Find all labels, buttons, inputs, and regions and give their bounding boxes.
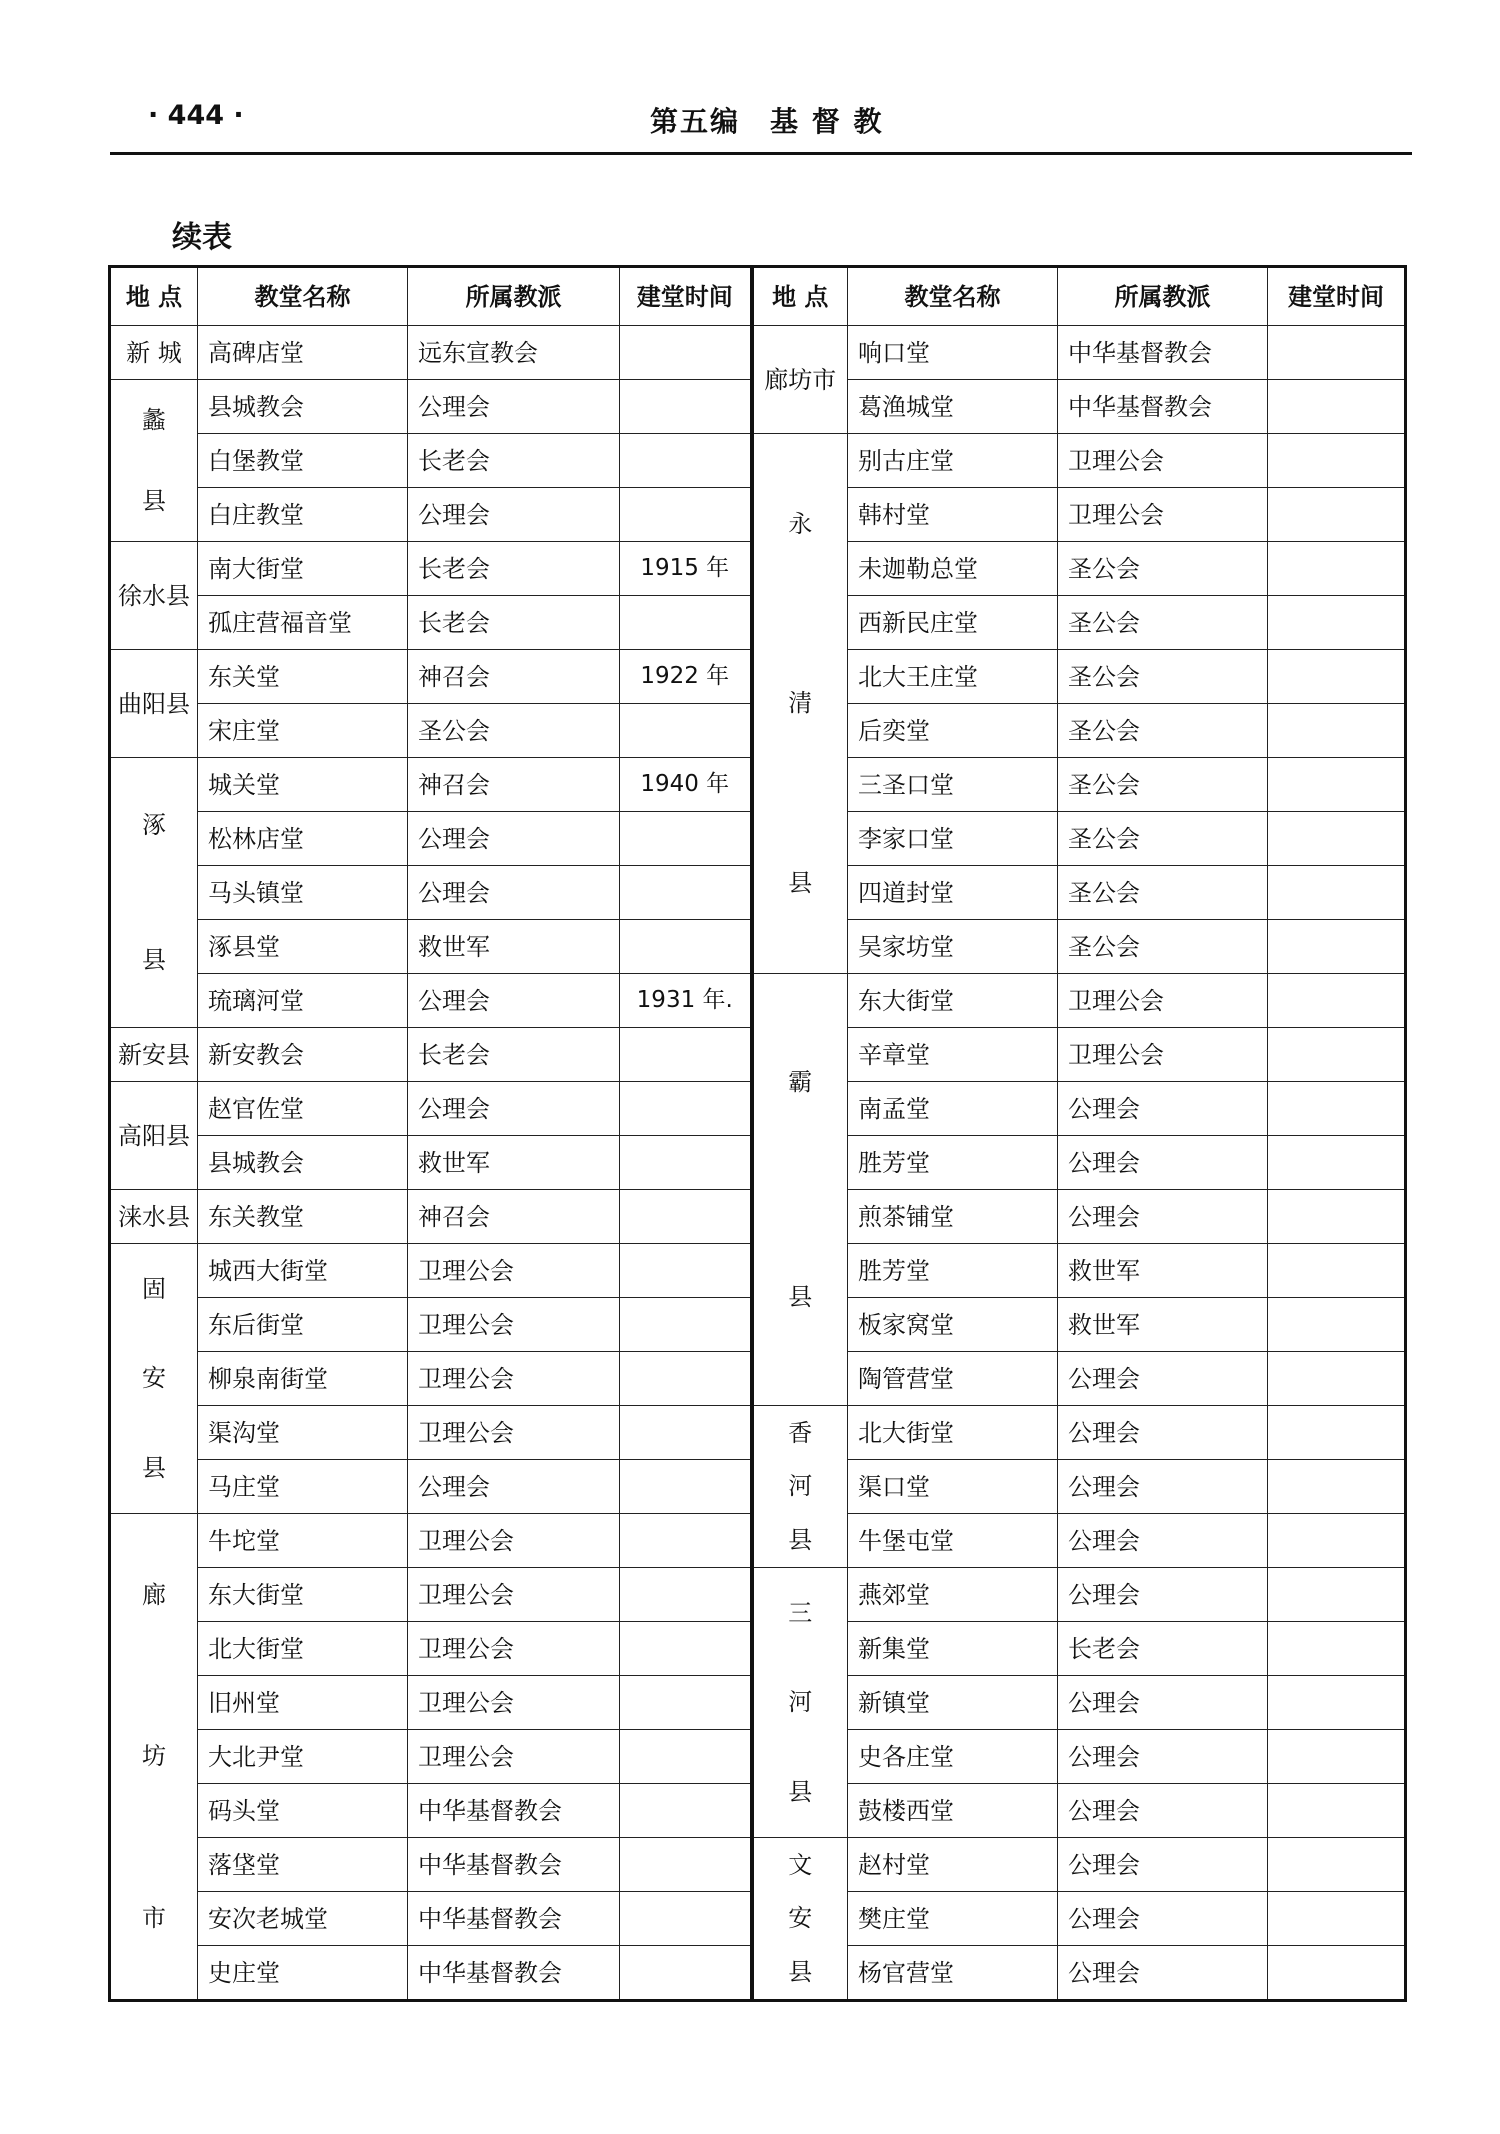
page-header bbox=[110, 100, 1412, 152]
church-name: 东关堂 bbox=[198, 650, 408, 704]
denomination: 圣公会 bbox=[1058, 920, 1268, 974]
location-cell: 廊 坊 市 bbox=[110, 1514, 198, 2001]
column-header: 所属教派 bbox=[1058, 267, 1268, 326]
denomination: 公理会 bbox=[1058, 1892, 1268, 1946]
build-year bbox=[1268, 1568, 1406, 1622]
church-name: 柳泉南街堂 bbox=[198, 1352, 408, 1406]
header-row bbox=[110, 267, 1406, 326]
build-year bbox=[620, 1298, 752, 1352]
location-cell: 三 河 县 bbox=[752, 1568, 848, 1838]
column-header: 建堂时间 bbox=[1268, 267, 1406, 326]
location-cell: 文 安 县 bbox=[752, 1838, 848, 2001]
table-row bbox=[110, 1838, 1406, 1892]
build-year bbox=[620, 920, 752, 974]
page-number: · 444 · bbox=[148, 100, 244, 131]
church-name: 史庄堂 bbox=[198, 1946, 408, 2001]
denomination: 救世军 bbox=[408, 1136, 620, 1190]
location-cell: 新 城 bbox=[110, 326, 198, 380]
build-year bbox=[620, 326, 752, 380]
church-name: 旧州堂 bbox=[198, 1676, 408, 1730]
church-name: 后奕堂 bbox=[848, 704, 1058, 758]
build-year bbox=[1268, 380, 1406, 434]
church-name: 安次老城堂 bbox=[198, 1892, 408, 1946]
denomination: 圣公会 bbox=[408, 704, 620, 758]
table-row bbox=[110, 326, 1406, 380]
denomination: 中华基督教会 bbox=[408, 1784, 620, 1838]
church-name: 白堡教堂 bbox=[198, 434, 408, 488]
build-year bbox=[1268, 1676, 1406, 1730]
denomination: 公理会 bbox=[1058, 1460, 1268, 1514]
build-year bbox=[1268, 758, 1406, 812]
denomination: 公理会 bbox=[1058, 1946, 1268, 2001]
church-name: 辛章堂 bbox=[848, 1028, 1058, 1082]
church-name: 煎茶铺堂 bbox=[848, 1190, 1058, 1244]
denomination: 卫理公会 bbox=[408, 1514, 620, 1568]
church-name: 琉璃河堂 bbox=[198, 974, 408, 1028]
church-name: 南孟堂 bbox=[848, 1082, 1058, 1136]
church-name: 渠沟堂 bbox=[198, 1406, 408, 1460]
build-year bbox=[620, 704, 752, 758]
denomination: 神召会 bbox=[408, 758, 620, 812]
denomination: 公理会 bbox=[408, 1082, 620, 1136]
denomination: 公理会 bbox=[1058, 1082, 1268, 1136]
church-name: 鼓楼西堂 bbox=[848, 1784, 1058, 1838]
location-cell: 永 清 县 bbox=[752, 434, 848, 974]
denomination: 神召会 bbox=[408, 650, 620, 704]
location-cell: 香 河 县 bbox=[752, 1406, 848, 1568]
build-year bbox=[620, 1028, 752, 1082]
column-header: 地 点 bbox=[752, 267, 848, 326]
build-year bbox=[620, 1136, 752, 1190]
build-year bbox=[620, 1676, 752, 1730]
build-year bbox=[1268, 542, 1406, 596]
build-year bbox=[1268, 866, 1406, 920]
church-name: 杨官营堂 bbox=[848, 1946, 1058, 2001]
column-header: 教堂名称 bbox=[848, 267, 1058, 326]
church-name: 李家口堂 bbox=[848, 812, 1058, 866]
build-year bbox=[1268, 1838, 1406, 1892]
church-name: 落垡堂 bbox=[198, 1838, 408, 1892]
build-year bbox=[1268, 920, 1406, 974]
build-year bbox=[1268, 1730, 1406, 1784]
church-name: 县城教会 bbox=[198, 380, 408, 434]
denomination: 圣公会 bbox=[1058, 596, 1268, 650]
denomination: 中华基督教会 bbox=[408, 1946, 620, 2001]
location-cell: 涿 县 bbox=[110, 758, 198, 1028]
denomination: 远东宣教会 bbox=[408, 326, 620, 380]
denomination: 卫理公会 bbox=[1058, 488, 1268, 542]
church-name: 新集堂 bbox=[848, 1622, 1058, 1676]
denomination: 中华基督教会 bbox=[408, 1838, 620, 1892]
build-year bbox=[1268, 1622, 1406, 1676]
denomination: 公理会 bbox=[1058, 1568, 1268, 1622]
church-name: 响口堂 bbox=[848, 326, 1058, 380]
table-row bbox=[110, 1568, 1406, 1622]
build-year bbox=[620, 1460, 752, 1514]
church-name: 胜芳堂 bbox=[848, 1136, 1058, 1190]
build-year bbox=[1268, 974, 1406, 1028]
build-year bbox=[1268, 1136, 1406, 1190]
church-name: 孤庄营福音堂 bbox=[198, 596, 408, 650]
table-row bbox=[110, 1406, 1406, 1460]
denomination: 中华基督教会 bbox=[408, 1892, 620, 1946]
denomination: 中华基督教会 bbox=[1058, 326, 1268, 380]
location-cell: 高阳县 bbox=[110, 1082, 198, 1190]
denomination: 卫理公会 bbox=[1058, 434, 1268, 488]
column-header: 所属教派 bbox=[408, 267, 620, 326]
church-name: 四道封堂 bbox=[848, 866, 1058, 920]
build-year bbox=[620, 1892, 752, 1946]
denomination: 圣公会 bbox=[1058, 542, 1268, 596]
church-table bbox=[108, 265, 1407, 2002]
build-year bbox=[1268, 704, 1406, 758]
build-year bbox=[1268, 1784, 1406, 1838]
church-name: 松林店堂 bbox=[198, 812, 408, 866]
denomination: 卫理公会 bbox=[408, 1298, 620, 1352]
location-cell: 霸 县 bbox=[752, 974, 848, 1406]
church-name: 北大王庄堂 bbox=[848, 650, 1058, 704]
build-year bbox=[620, 434, 752, 488]
location-cell: 徐水县 bbox=[110, 542, 198, 650]
build-year bbox=[620, 1082, 752, 1136]
denomination: 卫理公会 bbox=[1058, 974, 1268, 1028]
table-row bbox=[110, 974, 1406, 1028]
church-name: 新安教会 bbox=[198, 1028, 408, 1082]
build-year bbox=[1268, 1028, 1406, 1082]
denomination: 公理会 bbox=[1058, 1730, 1268, 1784]
church-name: 高碑店堂 bbox=[198, 326, 408, 380]
denomination: 长老会 bbox=[408, 542, 620, 596]
build-year bbox=[1268, 1514, 1406, 1568]
church-name: 牛堡屯堂 bbox=[848, 1514, 1058, 1568]
build-year bbox=[1268, 1244, 1406, 1298]
build-year bbox=[1268, 1082, 1406, 1136]
build-year bbox=[620, 1244, 752, 1298]
table-row bbox=[110, 434, 1406, 488]
column-header: 建堂时间 bbox=[620, 267, 752, 326]
build-year bbox=[620, 1622, 752, 1676]
church-name: 未迦勒总堂 bbox=[848, 542, 1058, 596]
church-name: 三圣口堂 bbox=[848, 758, 1058, 812]
location-cell: 涞水县 bbox=[110, 1190, 198, 1244]
denomination: 圣公会 bbox=[1058, 866, 1268, 920]
denomination: 卫理公会 bbox=[408, 1568, 620, 1622]
church-name: 东后街堂 bbox=[198, 1298, 408, 1352]
build-year bbox=[1268, 812, 1406, 866]
build-year bbox=[620, 380, 752, 434]
location-cell: 廊坊市 bbox=[752, 326, 848, 434]
church-name: 东大街堂 bbox=[198, 1568, 408, 1622]
church-name: 城关堂 bbox=[198, 758, 408, 812]
build-year: 1922 年 bbox=[620, 650, 752, 704]
header-rule bbox=[110, 152, 1412, 155]
build-year bbox=[1268, 1352, 1406, 1406]
denomination: 公理会 bbox=[408, 380, 620, 434]
church-name: 别古庄堂 bbox=[848, 434, 1058, 488]
build-year: 1931 年. bbox=[620, 974, 752, 1028]
church-name: 马头镇堂 bbox=[198, 866, 408, 920]
denomination: 公理会 bbox=[1058, 1676, 1268, 1730]
denomination: 长老会 bbox=[408, 1028, 620, 1082]
denomination: 神召会 bbox=[408, 1190, 620, 1244]
build-year bbox=[620, 1838, 752, 1892]
church-name: 北大街堂 bbox=[848, 1406, 1058, 1460]
church-name: 码头堂 bbox=[198, 1784, 408, 1838]
denomination: 卫理公会 bbox=[408, 1730, 620, 1784]
build-year bbox=[1268, 434, 1406, 488]
denomination: 卫理公会 bbox=[408, 1244, 620, 1298]
denomination: 卫理公会 bbox=[408, 1622, 620, 1676]
denomination: 公理会 bbox=[1058, 1190, 1268, 1244]
column-header: 教堂名称 bbox=[198, 267, 408, 326]
build-year bbox=[1268, 326, 1406, 380]
church-name: 吴家坊堂 bbox=[848, 920, 1058, 974]
build-year bbox=[1268, 1892, 1406, 1946]
church-name: 板家窝堂 bbox=[848, 1298, 1058, 1352]
build-year bbox=[620, 1352, 752, 1406]
build-year bbox=[620, 1946, 752, 2001]
build-year bbox=[620, 812, 752, 866]
denomination: 长老会 bbox=[1058, 1622, 1268, 1676]
build-year: 1940 年 bbox=[620, 758, 752, 812]
build-year bbox=[1268, 650, 1406, 704]
denomination: 圣公会 bbox=[1058, 650, 1268, 704]
build-year bbox=[620, 1784, 752, 1838]
build-year bbox=[620, 1406, 752, 1460]
denomination: 公理会 bbox=[408, 812, 620, 866]
church-name: 史各庄堂 bbox=[848, 1730, 1058, 1784]
location-cell: 新安县 bbox=[110, 1028, 198, 1082]
column-header: 地 点 bbox=[110, 267, 198, 326]
church-name: 东关教堂 bbox=[198, 1190, 408, 1244]
build-year bbox=[620, 488, 752, 542]
location-cell: 固 安 县 bbox=[110, 1244, 198, 1514]
build-year bbox=[1268, 488, 1406, 542]
build-year bbox=[620, 1730, 752, 1784]
chapter-title: 第五编 基 督 教 bbox=[650, 105, 884, 138]
denomination: 卫理公会 bbox=[408, 1406, 620, 1460]
build-year bbox=[1268, 1406, 1406, 1460]
church-name: 葛渔城堂 bbox=[848, 380, 1058, 434]
church-name: 宋庄堂 bbox=[198, 704, 408, 758]
table-caption: 续表 bbox=[172, 220, 232, 255]
build-year bbox=[620, 1190, 752, 1244]
church-name: 赵官佐堂 bbox=[198, 1082, 408, 1136]
denomination: 公理会 bbox=[408, 974, 620, 1028]
church-name: 新镇堂 bbox=[848, 1676, 1058, 1730]
denomination: 公理会 bbox=[408, 866, 620, 920]
build-year bbox=[620, 596, 752, 650]
denomination: 圣公会 bbox=[1058, 704, 1268, 758]
church-name: 涿县堂 bbox=[198, 920, 408, 974]
denomination: 中华基督教会 bbox=[1058, 380, 1268, 434]
location-cell: 蠡 县 bbox=[110, 380, 198, 542]
denomination: 救世军 bbox=[1058, 1298, 1268, 1352]
church-name: 南大街堂 bbox=[198, 542, 408, 596]
church-name: 东大街堂 bbox=[848, 974, 1058, 1028]
church-name: 渠口堂 bbox=[848, 1460, 1058, 1514]
church-name: 陶管营堂 bbox=[848, 1352, 1058, 1406]
church-name: 北大街堂 bbox=[198, 1622, 408, 1676]
church-name: 西新民庄堂 bbox=[848, 596, 1058, 650]
denomination: 公理会 bbox=[1058, 1352, 1268, 1406]
church-name: 樊庄堂 bbox=[848, 1892, 1058, 1946]
location-cell: 曲阳县 bbox=[110, 650, 198, 758]
denomination: 圣公会 bbox=[1058, 758, 1268, 812]
denomination: 卫理公会 bbox=[408, 1352, 620, 1406]
build-year: 1915 年 bbox=[620, 542, 752, 596]
build-year bbox=[1268, 1298, 1406, 1352]
denomination: 长老会 bbox=[408, 434, 620, 488]
denomination: 救世军 bbox=[1058, 1244, 1268, 1298]
church-name: 县城教会 bbox=[198, 1136, 408, 1190]
build-year bbox=[620, 1568, 752, 1622]
denomination: 公理会 bbox=[1058, 1514, 1268, 1568]
denomination: 公理会 bbox=[1058, 1784, 1268, 1838]
church-name: 城西大街堂 bbox=[198, 1244, 408, 1298]
build-year bbox=[620, 1514, 752, 1568]
denomination: 公理会 bbox=[1058, 1136, 1268, 1190]
build-year bbox=[1268, 1946, 1406, 2001]
church-name: 胜芳堂 bbox=[848, 1244, 1058, 1298]
denomination: 圣公会 bbox=[1058, 812, 1268, 866]
church-name: 大北尹堂 bbox=[198, 1730, 408, 1784]
church-name: 白庄教堂 bbox=[198, 488, 408, 542]
build-year bbox=[1268, 596, 1406, 650]
denomination: 卫理公会 bbox=[1058, 1028, 1268, 1082]
build-year bbox=[1268, 1460, 1406, 1514]
church-name: 燕郊堂 bbox=[848, 1568, 1058, 1622]
denomination: 公理会 bbox=[408, 488, 620, 542]
build-year bbox=[1268, 1190, 1406, 1244]
build-year bbox=[620, 866, 752, 920]
denomination: 长老会 bbox=[408, 596, 620, 650]
church-name: 赵村堂 bbox=[848, 1838, 1058, 1892]
denomination: 公理会 bbox=[1058, 1838, 1268, 1892]
denomination: 救世军 bbox=[408, 920, 620, 974]
denomination: 公理会 bbox=[408, 1460, 620, 1514]
denomination: 卫理公会 bbox=[408, 1676, 620, 1730]
church-name: 牛坨堂 bbox=[198, 1514, 408, 1568]
church-name: 韩村堂 bbox=[848, 488, 1058, 542]
church-name: 马庄堂 bbox=[198, 1460, 408, 1514]
denomination: 公理会 bbox=[1058, 1406, 1268, 1460]
